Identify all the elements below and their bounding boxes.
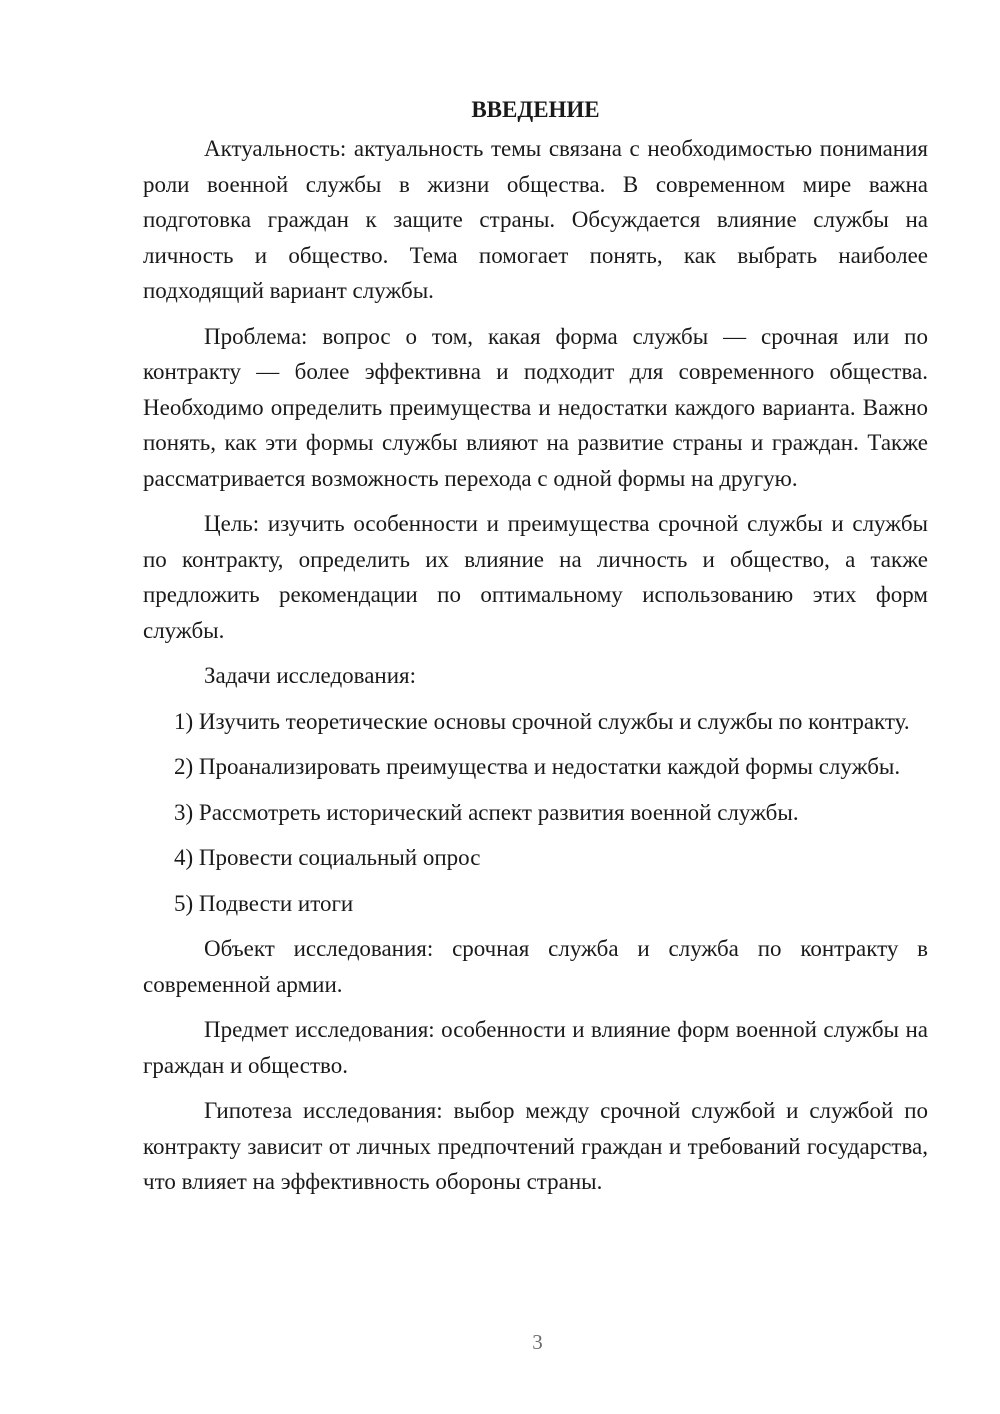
paragraph-object: Объект исследования: срочная служба и служба по контракту в современной армии.: [143, 936, 928, 997]
task-item-2: 2) Проанализировать преимущества и недостатки каждой формы службы.: [174, 754, 901, 779]
page-number: 3: [532, 1330, 543, 1354]
task-item-4: 4) Провести социальный опрос: [174, 845, 481, 870]
task-item-3: 3) Рассмотреть исторический аспект развития военной службы.: [174, 799, 799, 825]
task-item-5: 5) Подвести итоги: [174, 890, 354, 916]
document-page: [143, 92, 928, 1210]
paragraph-subject: Предмет исследования: особенности и влияние форм военной службы на граждан и общество.: [143, 1017, 928, 1078]
page-title: ВВЕДЕНИЕ: [471, 97, 600, 122]
paragraph-goal: Цель: изучить особенности и преимущества срочной службы и службы по контракту, определить их влияние на личность и общество, а также предложить рекомендации по оптимальному использованию этих форм службы.: [143, 511, 928, 643]
tasks-header: Задачи исследования:: [204, 663, 417, 688]
paragraph-relevance: Актуальность: актуальность темы связана с необходимостью понимания роли военной службы в жизни общества. В современном мире важна подготовка граждан к защите страны. Обсуждается влияние службы на личность и общество. Тема помогает понять, как выбрать наиболее подходящий вариант службы.: [143, 136, 928, 303]
paragraph-problem: Проблема: вопрос о том, какая форма службы — срочная или по контракту — более эффективна и подходит для современного общества. Необходимо определить преимущества и недостатки каждого варианта. Важно понять, как эти формы службы влияют на развитие страны и граждан. Также рассматривается возможность перехода с одной формы на другую.: [143, 323, 928, 491]
paragraph-hypothesis: Гипотеза исследования: выбор между срочной службой и службой по контракту зависит от личных предпочтений граждан и требований государства, что влияет на эффективность обороны страны.: [143, 1098, 928, 1194]
task-item-1: 1) Изучить теоретические основы срочной службы и службы по контракту.: [174, 708, 910, 734]
